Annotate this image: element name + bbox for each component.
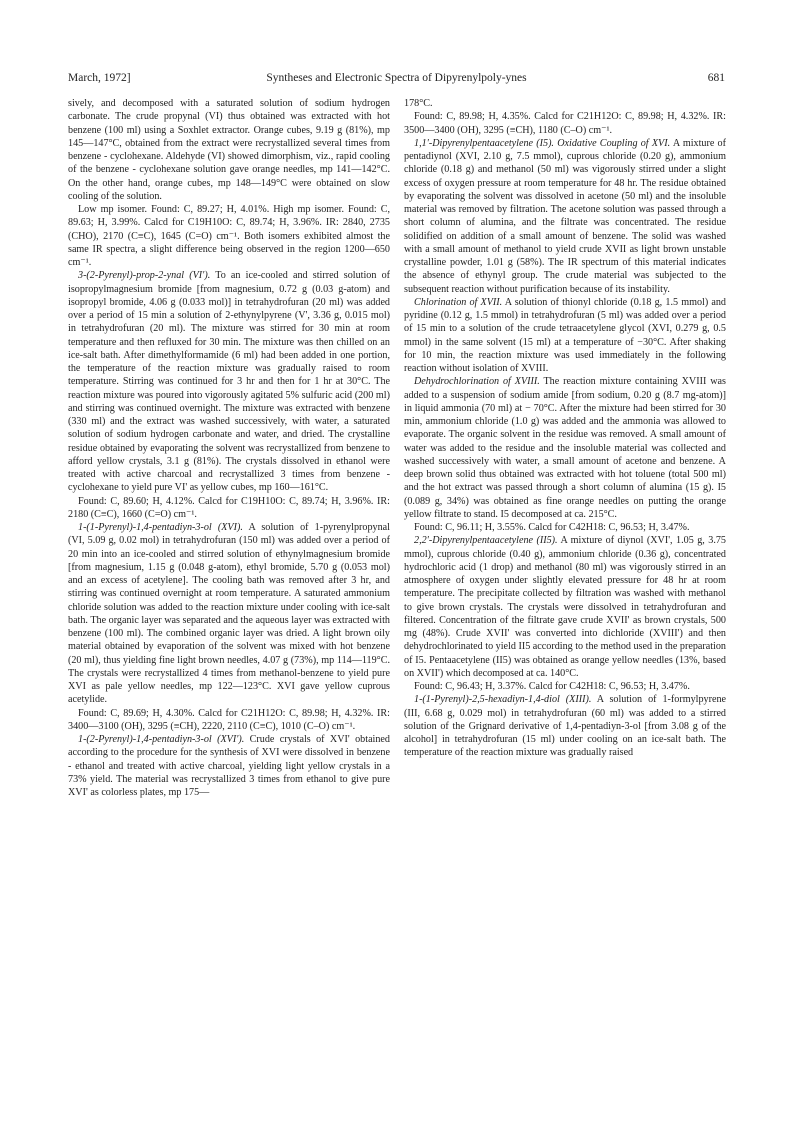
paragraph-text: Found: C, 89.98; H, 4.35%. Calcd for C21H12O: C, 89.98; H, 4.32%. IR: 3500—3400 (OH), 3295 (≡CH), 1180 (C–O) cm⁻¹. (404, 111, 726, 136)
section-heading: 1,1'-Dipyrenylpentaacetylene (I5). Oxidative Coupling of XVI. (414, 137, 671, 149)
paragraph-text: A solution of thionyl chloride (0.18 g, 1.5 mmol) and pyridine (0.12 g, 1.5 mmol) in tetrahydrofuran (5 ml) was added over a period of 15 min to a solution of the crude tetraacetylene glycol (XVI, 0.279 g, 0.5 mmol) in the same solvent (15 ml) at a temperature of −30°C. After shaking for 10 min, the reaction mixture was used immediately in the following reaction without isolation of XVIII. (404, 296, 726, 374)
paragraph (68, 521, 390, 707)
paragraph-text: To an ice-cooled and stirred solution of isopropylmagnesium bromide [from magnesium, 0.72 g (0.03 g-atom) and isopropyl bromide, 4.06 g (0.033 mol)] in tetrahydrofuran (20 ml) was added over a period of 15 min a solution of 2-ethynylpyrene (V', 3.36 g, 0.015 mol) in tetrahydrofuran (20 ml). The mixture was stirred for 30 min at room temperature and then refluxed for 30 min. The mixture was then chilled on an ice-salt bath. After dimethylformamide (6 ml) had been added in one portion, the temperature of the reaction mixture was gradually raised to room temperature. Stirring was continued for 3 hr and then for 1 hr at 30°C. The reaction mixture was poured into vigorously agitated 5% sulfuric acid (200 ml) and stirring was continued overnight. The mixture was extracted with benzene (330 ml) and the extract was washed successively, with water, a saturated solution of sodium hydrogen carbonate and water, and dried. The crystalline residue obtained by evaporating the solvent was recrystallized from benzene to afford yellow crystals, 3.1 g (81%). The crystals dissolved in ethanol were treated with active charcoal and recrystallized 3 times from benzene - cyclohexane to yield pure VI' as yellow cubes, mp 160—161°C. (68, 270, 391, 494)
paragraph-text: A solution of 1-formylpyrene (III, 6.68 g, 0.029 mol) in tetrahydrofuran (60 ml) was added to a stirred solution of the Grignard derivative of 1,4-pentadiyn-3-ol [from 3.08 g of the alcohol] in tetrahydrofuran (15 ml) under cooling on an ice-salt bath. The temperature of the reaction mixture was gradually raised (404, 694, 727, 759)
paragraph (404, 693, 726, 759)
paragraph-text: Found: C, 96.11; H, 3.55%. Calcd for C42H18: C, 96.53; H, 3.47%. (414, 522, 690, 533)
paragraph-text: A mixture of pentadiynol (XVI, 2.10 g, 7.5 mmol), cuprous chloride (0.20 g), ammonium chloride (0.18 g) and methanol (50 ml) was vigorously stirred under a slight excess of oxygen pressure at room temperature for 48 hr. The residue obtained by evaporating the solvent was dissolved in acetone (50 ml) and the insoluble material was removed by filtration. The acetone solution was passed through a short column of alumina, and the filtrate was concentrated. The residue solidified on addition of a small amount of benzene. The solid was washed with a small amount of methanol to yield crude XVII as light brown unstable crystalline powder, 1.01 g (58%). The IR spectrum of this material indicates the absence of ethynyl group. The crude material was subjected to the subsequent reaction without purification because of its instability. (404, 137, 726, 295)
paragraph-text: sively, and decomposed with a saturated solution of sodium hydrogen carbonate. The crude propynal (VI) thus obtained was extracted with hot benzene (100 ml) using a Soxhlet extractor. Orange cubes, 9.19 g (81%), mp 145—147°C, obtained from the extract were recrystallized several times from benzene - cyclohexane. Aldehyde (VI) showed dimorphism, viz., rapid cooling of the benzene - cyclohexane solution gave orange needles, mp 141—142°C. On the other hand, orange cubes, mp 148—149°C were obtained on slow cooling of the solution. (68, 98, 390, 202)
paragraph (404, 110, 726, 137)
section-heading: 1-(1-Pyrenyl)-1,4-pentadiyn-3-ol (XVI). (78, 522, 243, 533)
paragraph (68, 707, 390, 734)
paragraph (404, 534, 726, 680)
paragraph (404, 375, 726, 521)
paragraph (404, 137, 726, 296)
header-date: March, 1972] (68, 72, 131, 84)
right-column (404, 97, 726, 760)
paragraph (404, 97, 726, 110)
section-heading: Chlorination of XVII. (414, 296, 503, 308)
paragraph (404, 296, 726, 376)
paragraph-text: Found: C, 89.69; H, 4.30%. Calcd for C21H12O: C, 89.98; H, 4.32%. IR: 3400—3100 (OH), 3295 (≡CH), 2220, 2110 (C≡C), 1010 (C–O) cm⁻¹. (68, 707, 390, 732)
running-header (68, 72, 725, 88)
header-page-number: 681 (707, 72, 725, 84)
paragraph (68, 97, 390, 203)
paragraph-text: Found: C, 89.60; H, 4.12%. Calcd for C19H10O: C, 89.74; H, 3.96%. IR: 2180 (C≡C), 1660 (C=O) cm⁻¹. (68, 495, 390, 520)
paragraph (68, 269, 390, 494)
section-heading: 3-(2-Pyrenyl)-prop-2-ynal (VI'). (78, 270, 211, 282)
paragraph-text: A solution of 1-pyrenylpropynal (VI, 5.09 g, 0.02 mol) in tetrahydrofuran (150 ml) was added over a period of 20 min into an ice-cooled and stirred solution of ethynylmagnesium bromide [from magnesium, 1.15 g (0.048 g-atom), ethyl bromide, 5.70 g (0.053 mol) and an excess of acetylene]. The cooling bath was removed after 3 hr, and stirring was continued overnight at room temperature. A saturated ammonium chloride solution was added to the reaction mixture under cooling with ice-salt bath. The organic layer was separated and the aqueous layer was extracted with benzene (100 ml). The combined organic layer was dried. A light brown oily material obtained by evaporation of the solvent was mixed with hot benzene (20 ml), thus yielding fine light brown needles, 4.07 g (73%), mp 114—119°C. The crystals were recrystallized 4 times from methanol-benzene to yield pure XVI as pale yellow needles, mp 122—123°C. XVI gave yellow cuprous acetylide. (68, 522, 390, 706)
paragraph (68, 733, 390, 799)
section-heading: 1-(1-Pyrenyl)-2,5-hexadiyn-1,4-diol (XIII). (414, 694, 592, 706)
left-column (68, 97, 390, 799)
paragraph-text: 178°C. (404, 98, 433, 109)
header-title: Syntheses and Electronic Spectra of Dipyrenylpoly-ynes (266, 72, 527, 84)
paragraph-text: Found: C, 96.43; H, 3.37%. Calcd for C42H18: C, 96.53; H, 3.47%. (414, 681, 690, 692)
paragraph-text: Low mp isomer. Found: C, 89.27; H, 4.01%. High mp isomer. Found: C, 89.63; H, 3.99%. Calcd for C19H10O: C, 89.74; H, 3.96%. IR: 2840, 2735 (CHO), 2170 (C≡C), 1645 (C=O) cm⁻¹. Both isomers exhibited almost the same IR spectra, a slight difference being observed in the region 1200—650 cm⁻¹. (68, 204, 390, 268)
paragraph (68, 495, 390, 522)
paragraph-text: The reaction mixture containing XVIII was added to a suspension of sodium amide [from sodium, 0.20 g (8.7 mg-atom)] in liquid ammonia (70 ml) at − 70°C. After the mixture had been stirred for 30 min, ammonium chloride (1.0 g) was added and the ammonia was allowed to evaporate. The organic solvent in the residue was removed. A small amount of water was added to the residue and the insoluble material was collected and washed successively with water, a small amount of acetone and benzene. A deep brown solid thus obtained was extracted with hot toluene (total 500 ml) and the hot extract was passed through a short column of alumina (15 g). I5 (0.089 g, 34%) was obtained as fine orange needles on putting the orange yellow filtrate to stand. I5 decomposed at ca. 215°C. (404, 376, 726, 520)
section-heading: 2,2'-Dipyrenylpentaacetylene (II5). (414, 535, 558, 547)
paragraph-text: Crude crystals of XVI' obtained according to the procedure for the synthesis of XVI were dissolved in benzene - ethanol and treated with active charcoal, yielding light yellow crystals in a 73% yield. The material was recrystallized 3 times from ethanol to give pure XVI' as colorless plates, mp 175— (68, 734, 390, 798)
section-heading: Dehydrochlorination of XVIII. (414, 376, 540, 388)
paragraph-text: A mixture of diynol (XVI', 1.05 g, 3.75 mmol), cuprous chloride (0.40 g), ammonium chloride (0.36 g), concentrated hydrochloric acid (1 drop) and methanol (80 ml) was vigorously stirred in an atmosphere of oxygen under slightly elevated pressure for 48 hr at room temperature. The precipitate collected by filtration was washed with methanol to give brown crystals. The crystals were dissolved in tetrahydrofuran and filtered. Concentration of the filtrate gave crude XVII' as brown crystals, 500 mg (48%). Crude XVII' was converted into dichloride (XVIII') and then dehydrochlorinated to yield II5 according to the method used in the preparation of I5. Pentaacetylene (II5) was obtained as orange yellow needles (13%, based on XVII') which decomposed at ca. 140°C. (404, 535, 726, 679)
section-heading: 1-(2-Pyrenyl)-1,4-pentadiyn-3-ol (XVI'). (78, 734, 245, 745)
paragraph (404, 680, 726, 693)
paragraph (68, 203, 390, 269)
paragraph (404, 521, 726, 534)
